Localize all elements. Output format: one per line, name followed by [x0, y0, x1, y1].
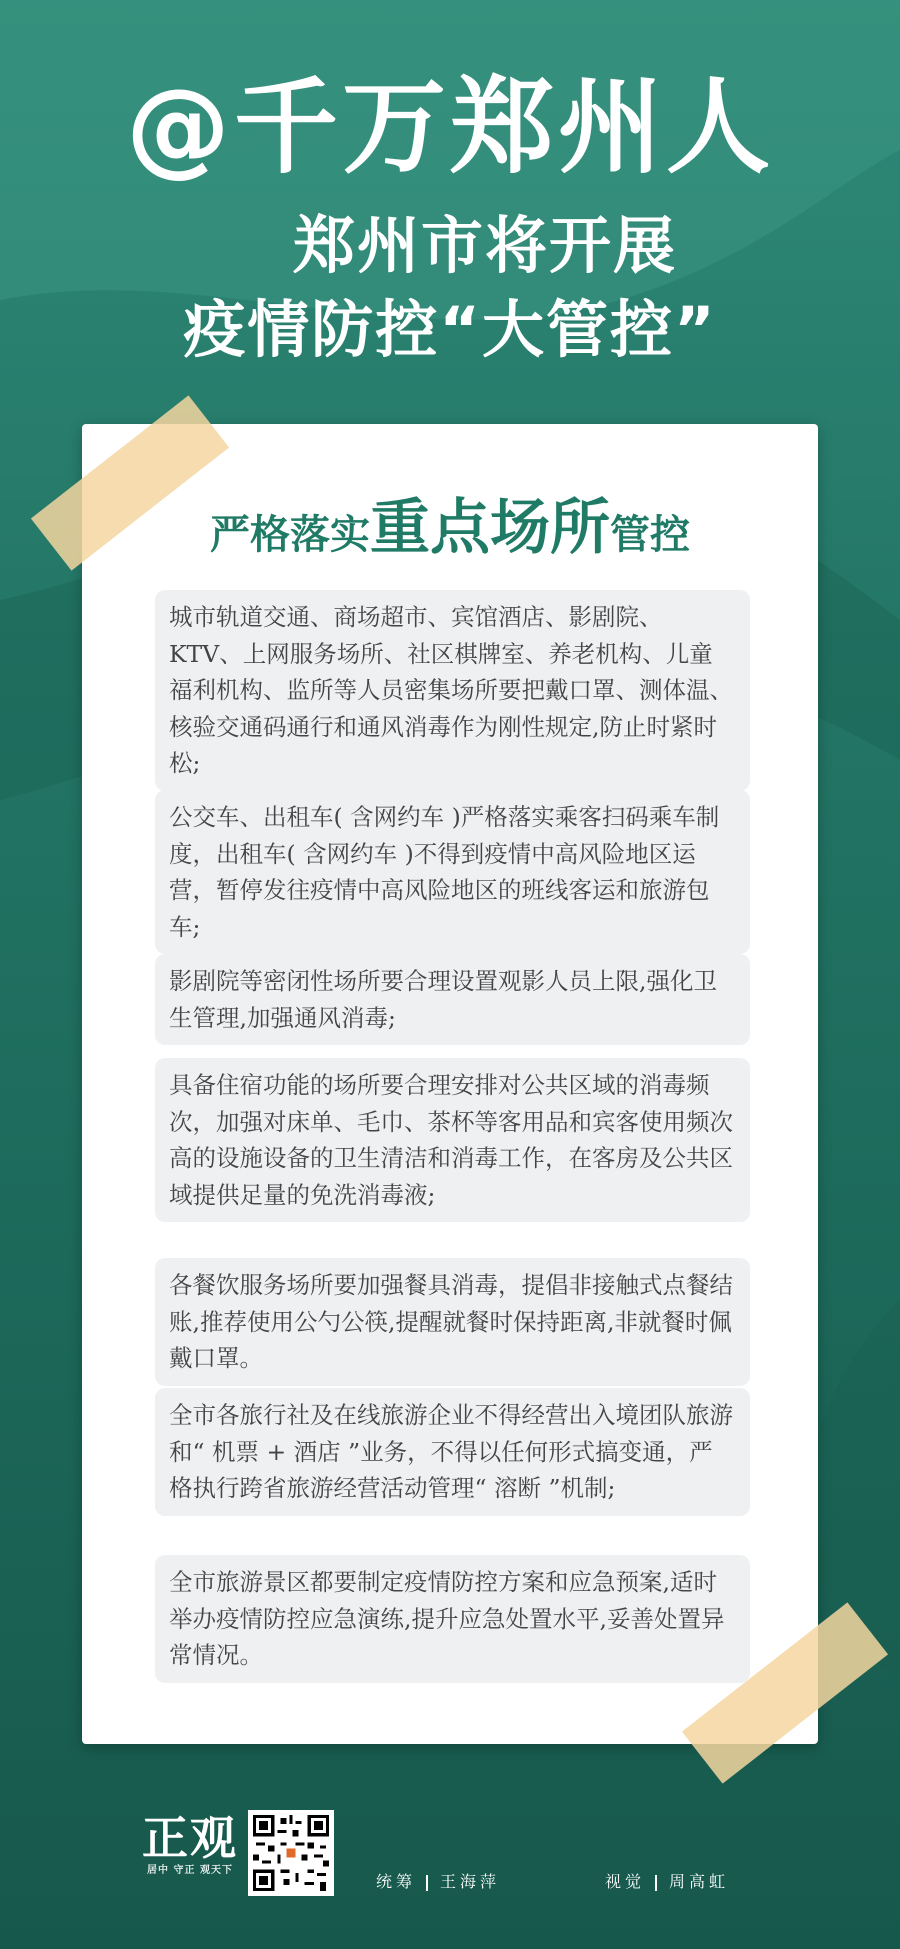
qr-code-icon — [248, 1810, 334, 1896]
credit-divider — [426, 1875, 428, 1891]
credit-visual — [605, 1872, 729, 1892]
headline-line-3: 疫情防控“大管控” — [183, 293, 717, 366]
list-item: 城市轨道交通、商场超市、宾馆酒店、影剧院、KTV、上网服务场所、社区棋牌室、养老机构、儿童福利机构、监所等人员密集场所要把戴口罩、测体温、核验交通码通行和通风消毒作为刚性规定,防止时紧时松; — [155, 590, 750, 791]
credit-visual-name: 周高虹 — [669, 1872, 730, 1891]
credit-coordinator-name: 王海萍 — [440, 1872, 501, 1891]
headline-line-2: 郑州市将开展 — [292, 209, 677, 282]
list-item: 全市各旅行社及在线旅游企业不得经营出入境团队旅游和“ 机票 + 酒店 ”业务，不得以任何形式搞变通，严格执行跨省旅游经营活动管理“ 溶断 ”机制; — [155, 1388, 750, 1516]
brand-logo — [136, 1812, 244, 1878]
credit-visual-role: 视觉 — [605, 1872, 646, 1891]
card-title-suffix: 管控 — [610, 512, 690, 558]
brand-logo-text: 正观 — [142, 1811, 238, 1865]
card-title — [82, 480, 818, 566]
headline-line-1: @千万郑州人 — [125, 66, 774, 188]
brand-slogan: 居中 守正 观天下 — [147, 1865, 233, 1876]
list-item: 公交车、出租车( 含网约车 )严格落实乘客扫码乘车制度，出租车( 含网约车 )不得到疫情中高风险地区运营，暂停发往疫情中高风险地区的班线客运和旅游包车; — [155, 790, 750, 954]
credit-coordinator-role: 统筹 — [376, 1872, 417, 1891]
list-item: 全市旅游景区都要制定疫情防控方案和应急预案,适时举办疫情防控应急演练,提升应急处置水平,妥善处置异常情况。 — [155, 1555, 750, 1683]
list-item: 具备住宿功能的场所要合理安排对公共区域的消毒频次，加强对床单、毛巾、茶杯等客用品和宾客使用频次高的设施设备的卫生清洁和消毒工作，在客房及公共区域提供足量的免洗消毒液; — [155, 1058, 750, 1222]
credit-coordinator — [376, 1872, 500, 1892]
list-item: 各餐饮服务场所要加强餐具消毒，提倡非接触式点餐结账,推荐使用公勺公筷,提醒就餐时保持距离,非就餐时佩戴口罩。 — [155, 1258, 750, 1386]
card-title-prefix: 严格落实 — [210, 512, 370, 558]
card-title-emphasis: 重点场所 — [370, 493, 610, 563]
credit-divider — [655, 1875, 657, 1891]
list-item: 影剧院等密闭性场所要合理设置观影人员上限,强化卫生管理,加强通风消毒; — [155, 954, 750, 1045]
